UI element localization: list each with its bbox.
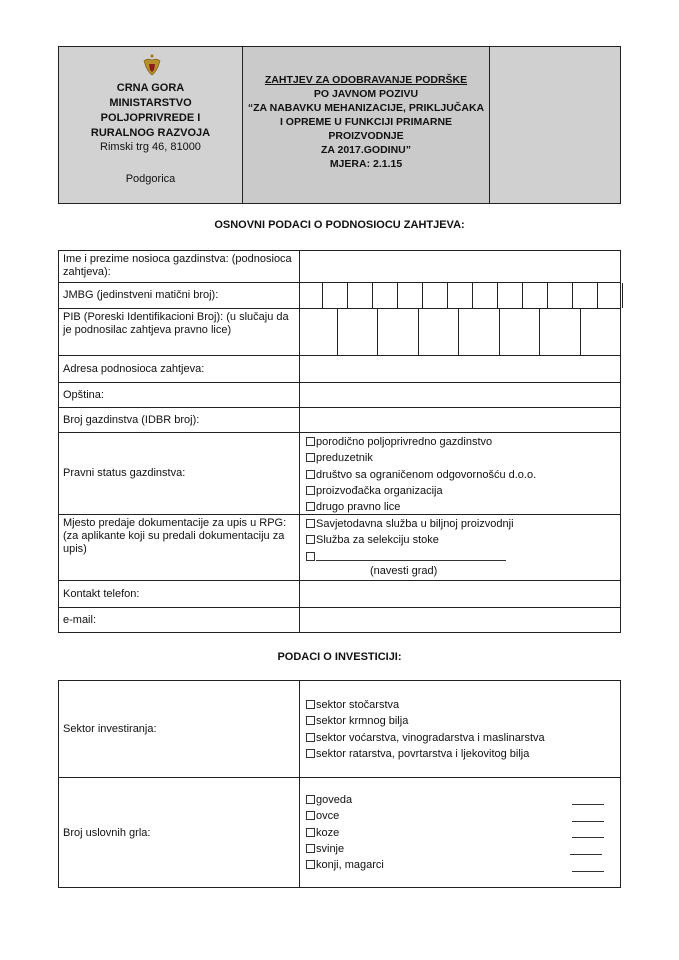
section2-title: PODACI O INVESTICIJI: [277,651,402,663]
row-rpg [59,515,620,581]
rpg-option[interactable]: Služba za selekciju stoke [306,532,614,548]
checkbox[interactable] [306,733,315,742]
legal-status-option[interactable]: preduzetnik [306,450,614,466]
request-title-block [243,47,490,203]
checkbox[interactable] [306,453,315,462]
pib-cell[interactable] [378,309,418,355]
legal-status-label: Pravni status gazdinstva: [59,433,300,514]
applicant-table [58,250,621,633]
jmbg-label: JMBG (jedinstveni matični broj): [59,283,300,308]
ministry-city: Podgorica [125,173,176,185]
pib-cell[interactable] [419,309,459,355]
country-name: CRNA GORA [116,82,185,94]
phone-label: Kontakt telefon: [59,581,300,607]
address-label: Adresa podnosioca zahtjeva: [59,356,300,382]
quantity-line-koze[interactable] [572,837,604,838]
row-pib [59,309,620,356]
request-title-line-4: I OPREME U FUNKCIJI PRIMARNE [279,116,453,128]
checkbox[interactable] [306,860,315,869]
livestock-options [300,778,620,888]
city-blank-line[interactable] [316,551,506,561]
request-title-line-2: PO JAVNOM POZIVU [313,88,419,100]
livestock-label: Broj uslovnih grla: [59,778,300,888]
checkbox[interactable] [306,502,315,511]
checkbox[interactable] [306,470,315,479]
rpg-option-other[interactable] [306,549,614,565]
request-title-line-3: “ZA NABAVKU MEHANIZACIJE, PRIKLJUČAKA [247,102,485,114]
municipality-input[interactable] [300,383,620,407]
sector-label: Sektor investiranja: [59,681,300,777]
name-label: Ime i prezime nosioca gazdinstva: (podnosioca zahtjeva): [59,251,300,282]
request-title-line-6: ZA 2017.GODINU” [320,144,412,156]
rpg-label: Mjesto predaje dokumentacije za upis u RPG: (za aplikante koji su predali dokumentaciju za upis) [59,515,300,580]
livestock-option[interactable]: goveda [306,792,614,808]
email-input[interactable] [300,608,620,633]
pib-cell[interactable] [581,309,620,355]
jmbg-cell[interactable] [323,283,348,308]
quantity-line-ovce[interactable] [572,821,604,822]
pib-cell[interactable] [459,309,499,355]
jmbg-cell[interactable] [498,283,523,308]
idbr-label: Broj gazdinstva (IDBR broj): [59,408,300,432]
sector-option[interactable]: sektor voćarstva, vinogradarstva i maslinarstva [306,730,614,746]
checkbox[interactable] [306,844,315,853]
header-empty-box [490,47,620,203]
jmbg-cell[interactable] [598,283,622,308]
jmbg-cell[interactable] [300,283,323,308]
row-email [59,608,620,633]
row-idbr [59,408,620,433]
checkbox[interactable] [306,486,315,495]
quantity-line-konji[interactable] [572,871,604,872]
checkbox[interactable] [306,749,315,758]
sector-options [300,681,620,777]
checkbox[interactable] [306,437,315,446]
row-sector [59,681,620,778]
sector-option[interactable]: sektor ratarstva, povrtarstva i ljekovitog bilja [306,746,614,762]
checkbox[interactable] [306,716,315,725]
sector-option[interactable]: sektor stočarstva [306,697,614,713]
livestock-option[interactable]: svinje [306,841,614,857]
ministry-line-2: POLJOPRIVREDE I [100,112,201,124]
jmbg-cell[interactable] [448,283,473,308]
checkbox[interactable] [306,811,315,820]
row-name [59,251,620,283]
row-livestock [59,778,620,888]
pib-cell[interactable] [338,309,378,355]
legal-status-option[interactable]: proizvođačka organizacija [306,483,614,499]
checkbox[interactable] [306,519,315,528]
legal-status-option[interactable]: porodično poljoprivredno gazdinstvo [306,434,614,450]
checkbox[interactable] [306,795,315,804]
livestock-option[interactable]: koze [306,825,614,841]
jmbg-cell[interactable] [398,283,423,308]
quantity-line-goveda[interactable] [572,804,604,805]
request-title [243,73,489,171]
pib-cell[interactable] [300,309,338,355]
row-legal-status [59,433,620,515]
municipality-label: Opština: [59,383,300,407]
rpg-other-hint: (navesti grad) [370,564,438,577]
coat-of-arms-icon [141,53,163,77]
jmbg-cell[interactable] [523,283,548,308]
legal-status-option[interactable]: društvo sa ograničenom odgovornošću d.o.o. [306,467,614,483]
phone-input[interactable] [300,581,620,607]
livestock-option[interactable]: ovce [306,808,614,824]
request-title-line-1: ZAHTJEV ZA ODOBRAVANJE PODRŠKE [264,74,468,86]
checkbox[interactable] [306,552,315,561]
address-input[interactable] [300,356,620,382]
ministry-block [59,47,243,203]
ministry-name [59,81,242,141]
request-title-line-5: PROIZVODNJE [328,130,404,142]
jmbg-input[interactable] [300,283,620,308]
jmbg-cell[interactable] [373,283,398,308]
rpg-option[interactable]: Savjetodavna služba u biljnoj proizvodnji [306,516,614,532]
livestock-option[interactable]: konji, magarci [306,857,614,873]
ministry-address: Rimski trg 46, 81000 [100,141,201,153]
quantity-line-svinje[interactable] [570,854,602,855]
row-phone [59,581,620,608]
jmbg-cell[interactable] [548,283,573,308]
pib-label: PIB (Poreski Identifikacioni Broj): (u slučaju da je podnosilac zahtjeva pravno lice) [59,309,300,355]
checkbox[interactable] [306,828,315,837]
pib-input[interactable] [300,309,620,355]
idbr-input[interactable] [300,408,620,432]
rpg-options [300,515,620,580]
row-jmbg [59,283,620,309]
jmbg-cell[interactable] [473,283,498,308]
legal-status-option[interactable]: drugo pravno lice [306,499,614,515]
legal-status-options [300,433,620,514]
form-header [58,46,621,204]
investment-table [58,680,621,888]
ministry-line-3: RURALNOG RAZVOJA [90,127,211,139]
name-input[interactable] [300,251,620,282]
measure-code: MJERA: 2.1.15 [329,158,403,170]
row-address [59,356,620,383]
pib-cell[interactable] [500,309,540,355]
email-label: e-mail: [59,608,300,633]
jmbg-cell[interactable] [573,283,598,308]
jmbg-cell[interactable] [423,283,448,308]
ministry-line-1: MINISTARSTVO [109,97,192,109]
checkbox[interactable] [306,535,315,544]
pib-cell[interactable] [540,309,580,355]
checkbox[interactable] [306,700,315,709]
jmbg-cell[interactable] [348,283,373,308]
section1-title: OSNOVNI PODACI O PODNOSIOCU ZAHTJEVA: [214,219,465,231]
sector-option[interactable]: sektor krmnog bilja [306,713,614,729]
row-municipality [59,383,620,408]
